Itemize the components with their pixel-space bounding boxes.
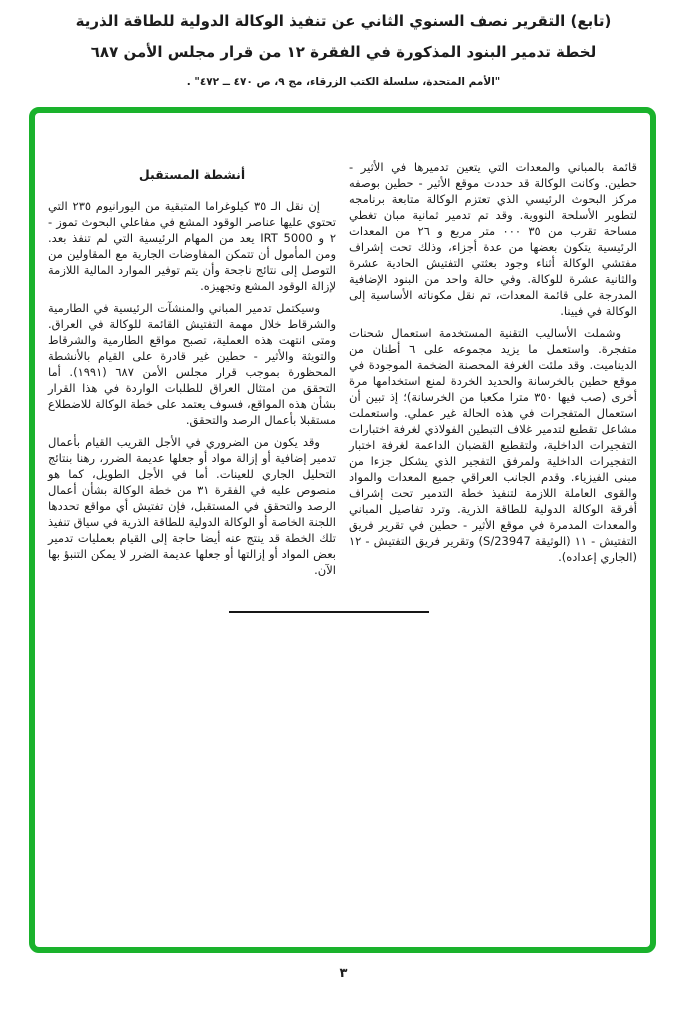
paragraph-continuation-1: قائمة بالمباني والمعدات التي يتعين تدميرها في الأثير - حطين. وكانت الوكالة قد حددت موقع الأثير - حطين بوصفه مركز البحوث الرئيسي الذي تعتزم الوكالة متابعة برنامجه لتطوير الأسلحة النووية. وقد تم تدمير ثمانية مبان تغطي مساحة تقرب من ٣٥ ٠٠٠ متر مربع و ٢٦ من المعدات الرئيسية يتكون بعضها من عدة أجزاء، وذلك تحت إشراف مفتشي الوكالة أثناء وجود بعثتي التفتيش الحادية عشرة والثانية عشرة للوكالة. وفي حالة واحد من البنود الإضافية المدرجة على قائمة المعدات، تم نقل مكوناته الأساسية إلى الوكالة في فيينا. [349,160,637,318]
column-right [349,159,637,584]
paragraph-future-2: وسيكتمل تدمير المباني والمنشآت الرئيسية في الطارمية والشرقاط خلال مهمة التفتيش القائمة للوكالة في العراق. ومتى انتهت هذه العملية، تصبح مواقع الطارمية والشرقاط والتويثة والأثير - حطين غير قادرة على القيام بالأنشطة المحظورة بموجب قرار مجلس الأمن ٦٨٧ (١٩٩١). أما التحقق من امتثال العراق للطلبات الواردة في هذا القرار بشأن هذه المواقع، فسوف يعتمد على خطة الوكالة للاضطلاع مستقبلا بأعمال الرصد والتحقق. [48,301,336,427]
document-header [0,12,687,88]
paragraph-future-3: وقد يكون من الضروري في الأجل القريب القيام بأعمال تدمير إضافية أو إزالة مواد أو جعلها عديمة الضرر، رهنا بنتائج التحليل الجاري للعينات. أما في الأجل الطويل، كما هو منصوص عليه في الفقرة ٣١ من خطة الوكالة بشأن أعمال الرصد والتحقق في المستقبل، فإن تفتيش أي مواقع تحددها اللجنة الخاصة أو الوكالة الدولية للطاقة الذرية في سياق تنفيذ تلك الخطة قد ينتج عنه أيضا حاجة إلى القيام بعمليات تدمير بعض المواد أو إزالتها أو جعلها عديمة الضرر لا يمكن التنبؤ بها الآن. [48,435,336,577]
two-column-text-block [48,159,637,584]
green-border-frame [29,107,656,953]
paragraph-future-1: إن نقل الـ ٣٥ كيلوغراما المتبقية من اليورانيوم ٢٣٥ التي تحتوي عليها عناصر الوقود المشع في مفاعلي البحوث تموز - ٢ و IRT 5000 يعد من المهام الرئيسية التي لم تنفذ بعد. ومن المأمول أن تتمكن المفاوضات الجارية مع المقاولين من التوصل إلى نتائج ناجحة وأن يتم توفير الموارد المالية اللازمة لإزالة الوقود المشع وتجهيزه. [48,199,336,293]
column-left [48,159,336,584]
section-heading-future-activities: أنشطة المستقبل [138,167,246,182]
page-number: ٣ [339,966,348,981]
header-title-line-1: (تابع) التقرير نصف السنوي الثاني عن تنفيذ الوكالة الدولية للطاقة الذرية [75,12,612,30]
paragraph-continuation-2: وشملت الأساليب التقنية المستخدمة استعمال شحنات متفجرة. واستعمل ما يزيد مجموعه على ٦ أطنان من الديناميت. وقد ملئت الغرفة المحصنة الضخمة الموجودة في موقع حطين بالخرسانة والحديد الخردة لمنع استخدامها مرة أخرى (صب فيها ٣٥٠ مترا مكعبا من الخرسانة)؛ إذ تبين أن استعمال المتفجرات في هذه الحالة غير عملي. واستعملت مشاعل تقطيع لتدمير غلاف التبطين الفولاذي لغرفة اختبارات التفجيرات الداخلية، ولتقطيع القضبان الداعمة لغرفة اختبار التفجيرات الداخلية ولمرفق التفجير الذي يشكل جزءا من مبنى الفيزياء. وقدم الجانب العراقي جميع المعدات والمواد والقوى العاملة اللازمة لتنفيذ خطة التدمير تحت إشراف أفرقة الوكالة الدولية للطاقة الذرية. وترد تفاصيل المباني والمعدات المدمرة في موقع الأثير - حطين في تقرير فريق التفتيش - ١١ (الوثيقة S/23947) وتقرير فريق التفتيش - ١٢ (الجاري إعداده). [349,326,637,564]
header-source-citation: "الأمم المتحدة، سلسلة الكتب الزرقاء، مج ٩، ص ٤٧٠ ــ ٤٧٢" . [186,76,501,88]
end-of-text-divider [229,611,429,613]
frame-content [35,113,650,947]
header-title-line-2: لخطة تدمير البنود المذكورة في الفقرة ١٢ من قرار مجلس الأمن ٦٨٧ [90,43,597,61]
